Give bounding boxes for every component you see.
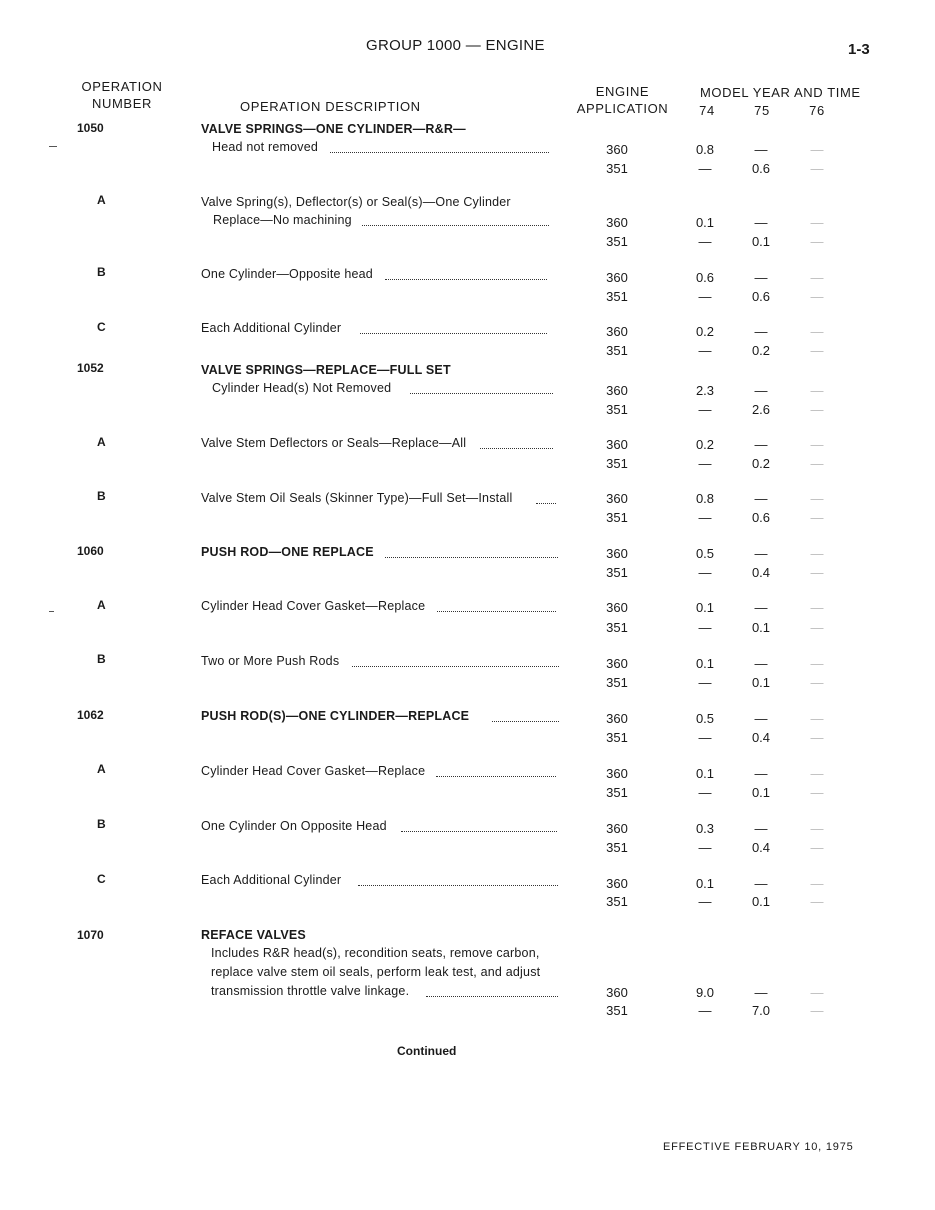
engine-application-cell: 360	[606, 546, 628, 561]
time-74-cell: —	[698, 730, 712, 745]
operation-description-line: Includes R&R head(s), recondition seats, remove carbon,	[211, 946, 540, 960]
engine-application-cell: 360	[606, 491, 628, 506]
engine-application-cell: 351	[606, 785, 628, 800]
time-76-cell: —	[810, 491, 824, 506]
operation-description: One Cylinder On Opposite Head	[201, 819, 387, 833]
time-74-cell: —	[698, 289, 712, 304]
time-74-cell: —	[698, 1003, 712, 1018]
time-75-cell: 0.2	[751, 343, 771, 358]
time-76-cell: —	[810, 510, 824, 525]
time-74-cell: 9.0	[695, 985, 715, 1000]
time-75-cell: 0.4	[751, 840, 771, 855]
operation-number: 1050	[77, 121, 104, 135]
engine-application-cell: 360	[606, 215, 628, 230]
time-74-cell: —	[698, 620, 712, 635]
engine-application-cell: 351	[606, 894, 628, 909]
operation-description: Each Additional Cylinder	[201, 321, 342, 335]
time-74-cell: 0.1	[695, 766, 715, 781]
operation-description-line: Head not removed	[212, 140, 319, 154]
time-74-cell: 0.1	[695, 876, 715, 891]
operation-letter: B	[97, 817, 106, 831]
operation-number: 1070	[77, 928, 104, 942]
page-title: GROUP 1000 — ENGINE	[366, 37, 545, 54]
time-75-cell: —	[754, 437, 768, 452]
time-74-cell: 0.1	[695, 656, 715, 671]
operation-letter: B	[97, 265, 106, 279]
time-76-cell: —	[810, 215, 824, 230]
time-75-cell: —	[754, 383, 768, 398]
dot-leader	[360, 331, 547, 334]
header-year-74: 74	[699, 103, 715, 118]
engine-application-cell: 360	[606, 985, 628, 1000]
header-year-76: 76	[809, 103, 825, 118]
operation-description-line: transmission throttle valve linkage.	[211, 984, 410, 998]
time-74-cell: —	[698, 234, 712, 249]
time-75-cell: —	[754, 546, 768, 561]
operation-description: Valve Spring(s), Deflector(s) or Seal(s)—One Cylinder	[201, 195, 511, 209]
operation-description: VALVE SPRINGS—ONE CYLINDER—R&R—	[201, 122, 466, 136]
time-76-cell: —	[810, 985, 824, 1000]
dot-leader	[401, 829, 557, 832]
engine-application-cell: 360	[606, 142, 628, 157]
time-76-cell: —	[810, 234, 824, 249]
header-operation-line1: OPERATION	[81, 79, 163, 94]
operation-letter: B	[97, 489, 106, 503]
engine-application-cell: 360	[606, 656, 628, 671]
operation-description: PUSH ROD(S)—ONE CYLINDER—REPLACE	[201, 709, 470, 723]
operation-description-line: replace valve stem oil seals, perform leak test, and adjust	[211, 965, 541, 979]
time-75-cell: 0.4	[751, 565, 771, 580]
header-operation-description: OPERATION DESCRIPTION	[240, 99, 421, 114]
header-engine-line2: APPLICATION	[576, 101, 669, 116]
dot-leader	[330, 150, 549, 153]
time-76-cell: —	[810, 840, 824, 855]
dot-leader	[426, 994, 558, 997]
operation-description: Each Additional Cylinder	[201, 873, 342, 887]
dot-leader	[437, 609, 556, 612]
dot-leader	[358, 883, 558, 886]
time-76-cell: —	[810, 546, 824, 561]
operation-description-line: Cylinder Head(s) Not Removed	[212, 381, 392, 395]
operation-letter: A	[97, 598, 106, 612]
time-75-cell: 7.0	[751, 1003, 771, 1018]
operation-number: 1060	[77, 544, 104, 558]
time-76-cell: —	[810, 620, 824, 635]
time-76-cell: —	[810, 289, 824, 304]
engine-application-cell: 351	[606, 402, 628, 417]
operation-description: Valve Stem Deflectors or Seals—Replace—All	[201, 436, 467, 450]
time-76-cell: —	[810, 456, 824, 471]
time-75-cell: —	[754, 711, 768, 726]
time-76-cell: —	[810, 1003, 824, 1018]
engine-application-cell: 351	[606, 1003, 628, 1018]
engine-application-cell: 351	[606, 456, 628, 471]
time-75-cell: 0.6	[751, 510, 771, 525]
time-74-cell: 0.8	[695, 491, 715, 506]
engine-application-cell: 360	[606, 600, 628, 615]
operation-description: Cylinder Head Cover Gasket—Replace	[201, 599, 426, 613]
time-75-cell: —	[754, 324, 768, 339]
operation-description-line: Replace—No machining	[213, 213, 352, 227]
time-76-cell: —	[810, 894, 824, 909]
time-74-cell: 0.3	[695, 821, 715, 836]
time-75-cell: 0.6	[751, 289, 771, 304]
time-74-cell: —	[698, 456, 712, 471]
time-75-cell: —	[754, 142, 768, 157]
time-74-cell: —	[698, 675, 712, 690]
time-76-cell: —	[810, 161, 824, 176]
engine-application-cell: 351	[606, 343, 628, 358]
effective-date: EFFECTIVE FEBRUARY 10, 1975	[663, 1141, 854, 1153]
operation-description: Two or More Push Rods	[201, 654, 340, 668]
margin-tick	[49, 146, 57, 147]
operation-description: Cylinder Head Cover Gasket—Replace	[201, 764, 426, 778]
operation-description: Valve Stem Oil Seals (Skinner Type)—Full Set—Install	[201, 491, 513, 505]
time-75-cell: 0.1	[751, 894, 771, 909]
time-75-cell: —	[754, 270, 768, 285]
engine-application-cell: 351	[606, 840, 628, 855]
time-74-cell: 2.3	[695, 383, 715, 398]
engine-application-cell: 351	[606, 565, 628, 580]
time-76-cell: —	[810, 730, 824, 745]
header-operation-line2: NUMBER	[92, 96, 152, 111]
time-74-cell: —	[698, 343, 712, 358]
operation-description: PUSH ROD—ONE REPLACE	[201, 545, 374, 559]
engine-application-cell: 351	[606, 234, 628, 249]
time-76-cell: —	[810, 600, 824, 615]
time-76-cell: —	[810, 656, 824, 671]
engine-application-cell: 360	[606, 711, 628, 726]
time-75-cell: —	[754, 215, 768, 230]
engine-application-cell: 351	[606, 730, 628, 745]
engine-application-cell: 351	[606, 620, 628, 635]
time-75-cell: 0.6	[751, 161, 771, 176]
time-76-cell: —	[810, 766, 824, 781]
operation-letter: A	[97, 762, 106, 776]
operation-description: One Cylinder—Opposite head	[201, 267, 373, 281]
time-75-cell: 0.1	[751, 675, 771, 690]
time-74-cell: 0.5	[695, 546, 715, 561]
time-74-cell: 0.1	[695, 215, 715, 230]
engine-application-cell: 360	[606, 821, 628, 836]
engine-application-cell: 351	[606, 161, 628, 176]
time-74-cell: —	[698, 402, 712, 417]
dot-leader	[385, 555, 558, 558]
engine-application-cell: 360	[606, 324, 628, 339]
operation-letter: A	[97, 435, 106, 449]
time-76-cell: —	[810, 711, 824, 726]
time-74-cell: 0.2	[695, 437, 715, 452]
time-76-cell: —	[810, 343, 824, 358]
time-75-cell: —	[754, 821, 768, 836]
time-76-cell: —	[810, 565, 824, 580]
time-74-cell: —	[698, 565, 712, 580]
operation-letter: C	[97, 872, 106, 886]
time-75-cell: 0.1	[751, 620, 771, 635]
engine-application-cell: 360	[606, 437, 628, 452]
engine-application-cell: 360	[606, 270, 628, 285]
time-74-cell: —	[698, 785, 712, 800]
engine-application-cell: 360	[606, 766, 628, 781]
operation-description: REFACE VALVES	[201, 928, 306, 942]
time-76-cell: —	[810, 402, 824, 417]
operation-number: 1062	[77, 708, 104, 722]
engine-application-cell: 351	[606, 510, 628, 525]
time-75-cell: 0.1	[751, 785, 771, 800]
time-76-cell: —	[810, 785, 824, 800]
time-75-cell: 0.1	[751, 234, 771, 249]
time-74-cell: —	[698, 840, 712, 855]
time-74-cell: 0.1	[695, 600, 715, 615]
time-76-cell: —	[810, 821, 824, 836]
operation-letter: A	[97, 193, 106, 207]
operation-description: VALVE SPRINGS—REPLACE—FULL SET	[201, 363, 451, 377]
time-75-cell: —	[754, 766, 768, 781]
time-74-cell: 0.2	[695, 324, 715, 339]
time-74-cell: —	[698, 161, 712, 176]
dot-leader	[362, 223, 549, 226]
header-model-year: MODEL YEAR AND TIME	[700, 85, 861, 100]
time-74-cell: —	[698, 894, 712, 909]
time-75-cell: 0.4	[751, 730, 771, 745]
time-75-cell: —	[754, 656, 768, 671]
time-75-cell: —	[754, 600, 768, 615]
time-75-cell: 0.2	[751, 456, 771, 471]
time-76-cell: —	[810, 270, 824, 285]
engine-application-cell: 351	[606, 289, 628, 304]
header-engine-application	[565, 84, 680, 116]
dot-leader	[480, 446, 553, 449]
engine-application-cell: 360	[606, 383, 628, 398]
time-74-cell: 0.8	[695, 142, 715, 157]
time-76-cell: —	[810, 437, 824, 452]
dot-leader	[410, 391, 553, 394]
operation-number: 1052	[77, 361, 104, 375]
dot-leader	[385, 277, 547, 280]
time-76-cell: —	[810, 876, 824, 891]
time-75-cell: —	[754, 985, 768, 1000]
dot-leader	[492, 719, 559, 722]
dot-leader	[536, 501, 556, 504]
continued-note: Continued	[397, 1044, 457, 1058]
page-number: 1-3	[848, 41, 870, 58]
dot-leader	[436, 774, 556, 777]
time-76-cell: —	[810, 675, 824, 690]
margin-tick	[49, 611, 54, 612]
operation-letter: C	[97, 320, 106, 334]
header-operation-number	[77, 79, 167, 111]
operation-letter: B	[97, 652, 106, 666]
time-76-cell: —	[810, 142, 824, 157]
time-76-cell: —	[810, 383, 824, 398]
time-74-cell: —	[698, 510, 712, 525]
engine-application-cell: 360	[606, 876, 628, 891]
header-engine-line1: ENGINE	[595, 84, 650, 99]
engine-application-cell: 351	[606, 675, 628, 690]
time-75-cell: —	[754, 491, 768, 506]
time-74-cell: 0.6	[695, 270, 715, 285]
header-year-75: 75	[754, 103, 770, 118]
time-74-cell: 0.5	[695, 711, 715, 726]
time-75-cell: 2.6	[751, 402, 771, 417]
time-76-cell: —	[810, 324, 824, 339]
time-75-cell: —	[754, 876, 768, 891]
dot-leader	[352, 664, 559, 667]
